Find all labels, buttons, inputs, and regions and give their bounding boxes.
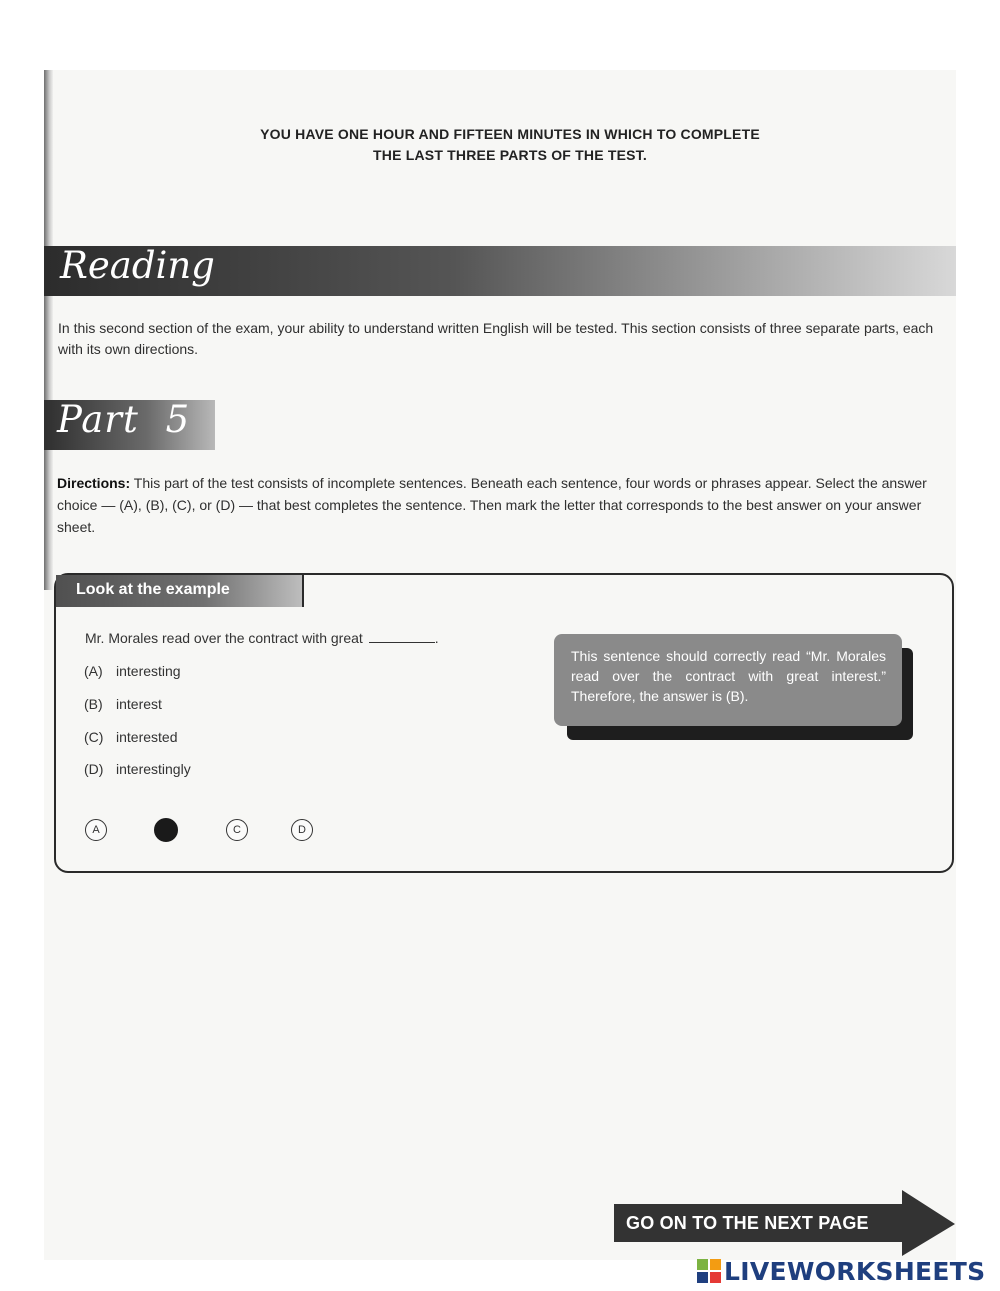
option-text: interesting	[116, 663, 181, 679]
liveworksheets-logo	[697, 1256, 985, 1286]
option-a	[84, 663, 181, 679]
option-d	[84, 761, 191, 777]
liveworksheets-logo-text: LIVEWORKSHEETS	[724, 1256, 986, 1286]
reading-section-title: Reading	[60, 244, 215, 287]
option-text: interest	[116, 696, 162, 712]
example-question	[85, 630, 439, 646]
question-text: Mr. Morales read over the contract with great	[85, 630, 363, 646]
directions-text: This part of the test consists of incomplete sentences. Beneath each sentence, four words or phrases appear. Select the answer choice — (A), (B), (C), or (D) — that best completes the sentence. Then mark the letter that corresponds to the best answer on your answer sheet.	[57, 475, 927, 535]
answer-bubble-d[interactable]: D	[291, 819, 313, 841]
answer-blank	[369, 630, 435, 643]
time-instructions	[120, 124, 900, 166]
answer-bubble-b-filled[interactable]	[154, 818, 178, 842]
example-tab-label: Look at the example	[76, 581, 230, 598]
reading-intro: In this second section of the exam, your ability to understand written English will be tested. This section consists of three separate parts, each with its own directions.	[58, 320, 934, 357]
liveworksheets-logo-icon	[697, 1259, 721, 1283]
option-letter: (B)	[84, 696, 103, 712]
directions-label: Directions:	[57, 475, 131, 491]
explanation-callout: This sentence should correctly read “Mr. Morales read over the contract with great interest.” Therefore, the answer is (B).	[554, 634, 902, 726]
next-page-label: GO ON TO THE NEXT PAGE	[626, 1213, 869, 1233]
answer-bubble-c[interactable]: C	[226, 819, 248, 841]
answer-bubble-a[interactable]: A	[85, 819, 107, 841]
option-letter: (C)	[84, 729, 104, 745]
instructions-line-1: YOU HAVE ONE HOUR AND FIFTEEN MINUTES IN WHICH TO COMPLETE	[260, 126, 760, 142]
option-b	[84, 696, 162, 712]
option-letter: (D)	[84, 761, 104, 777]
part-5-directions	[57, 472, 957, 538]
option-c	[84, 729, 177, 745]
option-letter: (A)	[84, 663, 103, 679]
part-5-title: Part 5	[57, 398, 191, 441]
option-text: interestingly	[116, 761, 191, 777]
option-text: interested	[116, 729, 178, 745]
instructions-line-2: THE LAST THREE PARTS OF THE TEST.	[373, 147, 647, 163]
question-end: .	[434, 630, 439, 646]
page-binding-edge	[44, 70, 53, 590]
